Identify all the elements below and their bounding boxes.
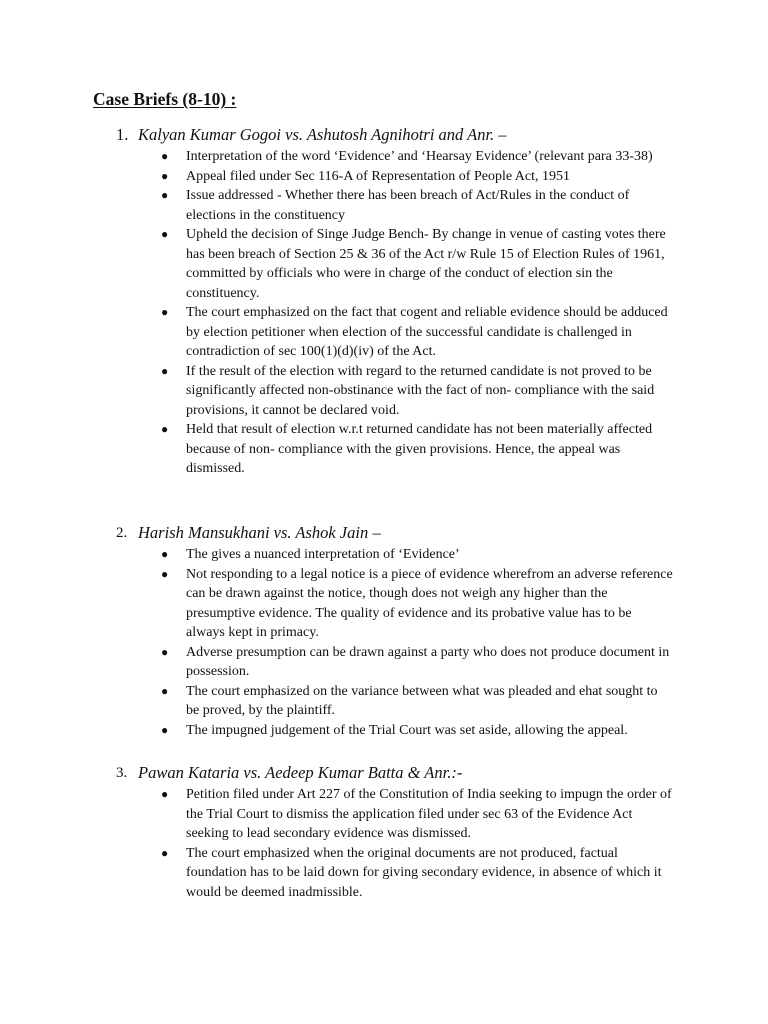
list-item: ● The court emphasized on the variance between what was pleaded and ehat sought to be proved, by the plaintiff. xyxy=(161,683,658,718)
list-item: ● The gives a nuanced interpretation of ‘Evidence’ xyxy=(0,545,674,565)
bullet-icon: ● xyxy=(161,722,169,737)
list-item: ● The court emphasized on the fact that cogent and reliable evidence should be adduced by election petitioner when election of the successful candidate is challenged in contradiction of sec 100(1)(d)(iv) of the Act. xyxy=(161,305,668,359)
list-item: ● If the result of the election with regard to the returned candidate is not proved to be significantly affected non-obstinance with the fact of non- compliance with the said provisions, it cannot be declared void. xyxy=(161,363,655,418)
case-1 xyxy=(0,125,768,479)
bullet-icon: ● xyxy=(161,787,169,801)
bullet-icon: ● xyxy=(161,683,169,698)
bullet-icon: ● xyxy=(161,363,169,378)
bullet-icon: ● xyxy=(161,168,169,183)
case-title: Pawan Kataria vs. Aedeep Kumar Batta & Anr.:- xyxy=(138,763,463,782)
list-item: ● Adverse presumption can be drawn against a party who does not produce document in possession. xyxy=(161,644,670,679)
case-title: Harish Mansukhani vs. Ashok Jain – xyxy=(138,523,381,542)
case-number: 1. xyxy=(116,125,129,144)
bullet-icon: ● xyxy=(161,227,169,241)
case-number: 2. xyxy=(116,525,128,541)
bullet-icon: ● xyxy=(161,845,169,860)
list-item: ● Not responding to a legal notice is a piece of evidence wherefrom an adverse reference can be drawn against the notice, though does not weigh any higher than the presumptive evidence. The quality of evidence and its probative value has to be always kept in primacy. xyxy=(161,566,673,640)
bullet-icon: ● xyxy=(161,422,169,436)
bullet-icon: ● xyxy=(161,149,169,163)
list-item: ● Interpretation of the word ‘Evidence’ and ‘Hearsay Evidence’ (relevant para 33-38) xyxy=(0,147,674,167)
case-points xyxy=(0,545,768,740)
case-heading xyxy=(0,523,768,545)
case-3 xyxy=(0,763,768,902)
case-points xyxy=(0,785,768,902)
list-item: ● Petition filed under Art 227 of the Constitution of India seeking to impugn the order of the Trial Court to dismiss the application filed under sec 63 of the Evidence Act seeking to lead secondary evidence was dismissed. xyxy=(161,787,672,841)
case-number: 3. xyxy=(116,765,128,781)
list-item: ● Upheld the decision of Singe Judge Bench- By change in venue of casting votes there has been breach of Section 25 & 36 of the Act r/w Rule 15 of Election Rules of 1961, committed by officials who were in charge of the conduct of election sin the constituency. xyxy=(161,227,666,301)
bullet-icon: ● xyxy=(161,566,169,581)
list-item: ● Held that result of election w.r.t returned candidate has not been materially affected because of non- compliance with the given provisions. Hence, the appeal was dismissed. xyxy=(161,422,653,476)
list-item: ● Issue addressed - Whether there has been breach of Act/Rules in the conduct of elections in the constituency xyxy=(161,188,630,223)
case-heading xyxy=(0,125,768,147)
list-item: ● The impugned judgement of the Trial Court was set aside, allowing the appeal. xyxy=(0,721,674,741)
list-item: ● The court emphasized when the original documents are not produced, factual foundation has to be laid down for giving secondary evidence, in absence of which it would be deemed inadmissible. xyxy=(161,845,662,900)
case-title: Kalyan Kumar Gogoi vs. Ashutosh Agnihotri and Anr. – xyxy=(138,125,507,144)
list-item: ● Appeal filed under Sec 116-A of Representation of People Act, 1951 xyxy=(0,167,674,187)
bullet-icon: ● xyxy=(161,188,169,202)
bullet-icon: ● xyxy=(161,547,169,561)
case-heading xyxy=(0,763,768,785)
bullet-icon: ● xyxy=(161,305,169,319)
case-2 xyxy=(0,523,768,740)
case-points xyxy=(0,147,768,479)
page-title: Case Briefs (8-10) : xyxy=(93,89,237,109)
bullet-icon: ● xyxy=(161,644,169,659)
